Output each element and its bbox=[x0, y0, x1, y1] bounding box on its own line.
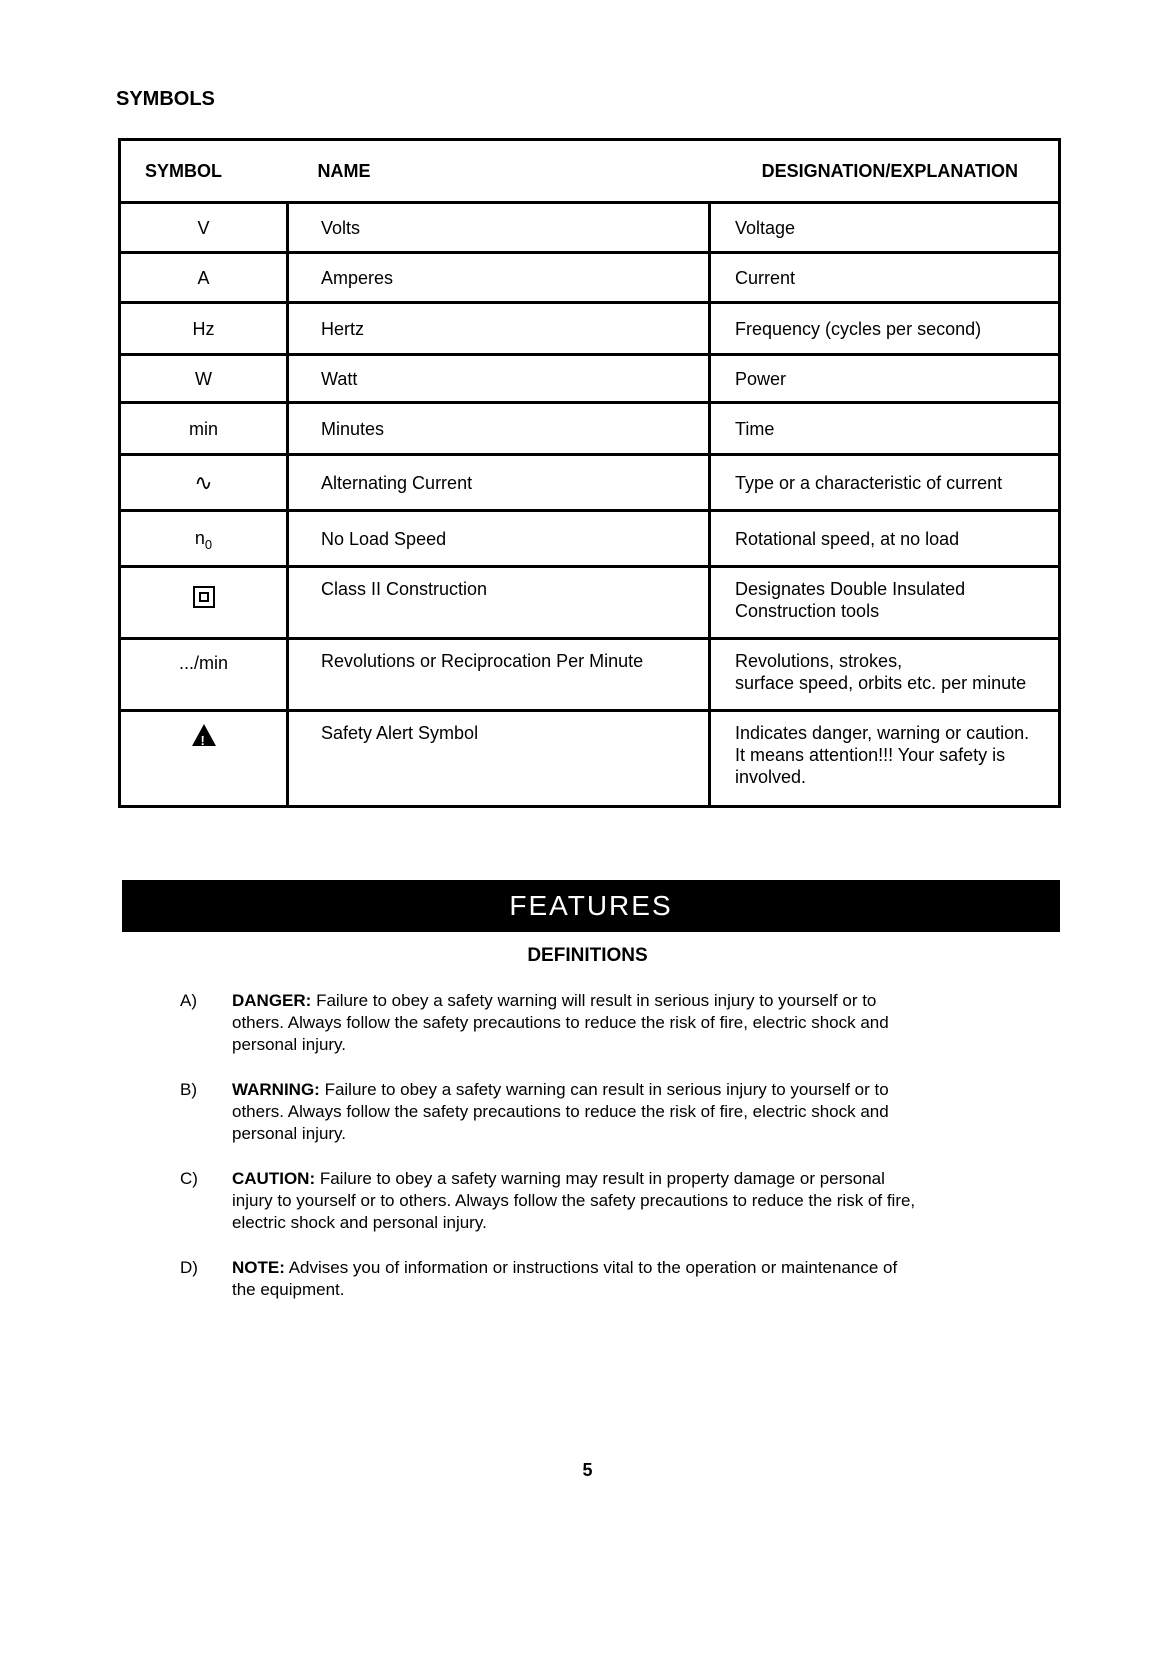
name-column-header: NAME bbox=[288, 140, 710, 203]
definition-line: personal injury. bbox=[232, 1124, 347, 1143]
definitions-heading: DEFINITIONS bbox=[527, 945, 648, 966]
definition-term: DANGER: bbox=[232, 991, 312, 1010]
table-row bbox=[120, 711, 1060, 807]
name-cell: Minutes bbox=[288, 403, 710, 455]
table-row bbox=[120, 455, 1060, 511]
definition-item bbox=[180, 1257, 1000, 1301]
designation-line: surface speed, orbits etc. per minute bbox=[735, 673, 1027, 693]
definition-letter: B) bbox=[180, 1080, 197, 1099]
definition-line: Failure to obey a safety warning may result in property damage or personal bbox=[319, 1169, 885, 1188]
definition-line: others. Always follow the safety precautions to reduce the risk of fire, electric shock and bbox=[232, 1102, 889, 1121]
definition-term: NOTE: bbox=[232, 1258, 285, 1277]
definition-letter: D) bbox=[180, 1258, 198, 1277]
definition-item bbox=[180, 990, 1000, 1056]
name-cell: Alternating Current bbox=[288, 455, 710, 511]
no-load-speed-subscript: 0 bbox=[204, 536, 213, 552]
safety-alert-icon bbox=[192, 724, 216, 746]
alternating-current-icon: ∿ bbox=[120, 455, 288, 511]
table-row bbox=[120, 303, 1060, 355]
definition-line: injury to yourself or to others. Always follow the safety precautions to reduce the risk of fire, bbox=[232, 1191, 916, 1210]
designation-cell: Type or a characteristic of current bbox=[710, 455, 1060, 511]
designation-line: Revolutions, strokes, bbox=[735, 651, 903, 671]
table-row bbox=[120, 639, 1060, 711]
table-header-row bbox=[120, 140, 1060, 203]
definition-line: the equipment. bbox=[232, 1280, 345, 1299]
definition-term: CAUTION: bbox=[232, 1169, 316, 1188]
section-title: SYMBOLS bbox=[116, 88, 215, 110]
double-insulated-icon bbox=[193, 586, 215, 608]
designation-line: Designates Double Insulated bbox=[735, 579, 966, 599]
definition-line: Failure to obey a safety warning will result in serious injury to yourself or to bbox=[316, 991, 877, 1010]
designation-cell bbox=[710, 711, 1060, 807]
definition-line: electric shock and personal injury. bbox=[232, 1213, 487, 1232]
symbol-cell: min bbox=[120, 403, 288, 455]
definition-line: others. Always follow the safety precautions to reduce the risk of fire, electric shock and bbox=[232, 1013, 889, 1032]
designation-cell: Current bbox=[710, 253, 1060, 303]
designation-cell: Frequency (cycles per second) bbox=[710, 303, 1060, 355]
definition-item bbox=[180, 1168, 1000, 1234]
designation-cell: Time bbox=[710, 403, 1060, 455]
definition-term: WARNING: bbox=[232, 1080, 320, 1099]
designation-column-header: DESIGNATION/EXPLANATION bbox=[710, 140, 1060, 203]
definition-letter: A) bbox=[180, 991, 197, 1010]
symbol-cell: .../min bbox=[120, 639, 288, 711]
name-cell: Safety Alert Symbol bbox=[288, 711, 710, 807]
symbol-cell bbox=[120, 511, 288, 567]
table-row bbox=[120, 203, 1060, 253]
symbol-cell: V bbox=[120, 203, 288, 253]
table-row bbox=[120, 253, 1060, 303]
symbols-table bbox=[118, 138, 1061, 808]
name-cell: No Load Speed bbox=[288, 511, 710, 567]
symbol-cell bbox=[120, 711, 288, 807]
page-number: 5 bbox=[582, 1460, 593, 1480]
designation-cell: Rotational speed, at no load bbox=[710, 511, 1060, 567]
symbol-column-header: SYMBOL bbox=[120, 140, 288, 203]
table-row bbox=[120, 403, 1060, 455]
no-load-speed-symbol: n bbox=[194, 527, 205, 548]
symbol-cell: Hz bbox=[120, 303, 288, 355]
designation-line: Construction tools bbox=[735, 601, 880, 621]
designation-cell bbox=[710, 639, 1060, 711]
name-cell: Volts bbox=[288, 203, 710, 253]
definition-line: personal injury. bbox=[232, 1035, 347, 1054]
name-cell: Class II Construction bbox=[288, 567, 710, 639]
definition-line: Advises you of information or instructions vital to the operation or maintenance of bbox=[288, 1258, 898, 1277]
table-row bbox=[120, 355, 1060, 403]
name-cell: Watt bbox=[288, 355, 710, 403]
name-cell: Amperes bbox=[288, 253, 710, 303]
symbol-cell: A bbox=[120, 253, 288, 303]
designation-line: Indicates danger, warning or caution. bbox=[735, 723, 1030, 743]
symbol-cell: W bbox=[120, 355, 288, 403]
name-cell: Hertz bbox=[288, 303, 710, 355]
designation-line: It means attention!!! Your safety is bbox=[735, 745, 1006, 765]
designation-cell bbox=[710, 567, 1060, 639]
symbol-cell bbox=[120, 567, 288, 639]
table-row bbox=[120, 567, 1060, 639]
designation-cell: Power bbox=[710, 355, 1060, 403]
name-cell: Revolutions or Reciprocation Per Minute bbox=[288, 639, 710, 711]
table-row bbox=[120, 511, 1060, 567]
features-banner: FEATURES bbox=[122, 880, 1060, 932]
designation-line: involved. bbox=[735, 767, 807, 787]
definition-line: Failure to obey a safety warning can result in serious injury to yourself or to bbox=[324, 1080, 889, 1099]
definition-letter: C) bbox=[180, 1169, 198, 1188]
definition-item bbox=[180, 1079, 1000, 1145]
designation-cell: Voltage bbox=[710, 203, 1060, 253]
